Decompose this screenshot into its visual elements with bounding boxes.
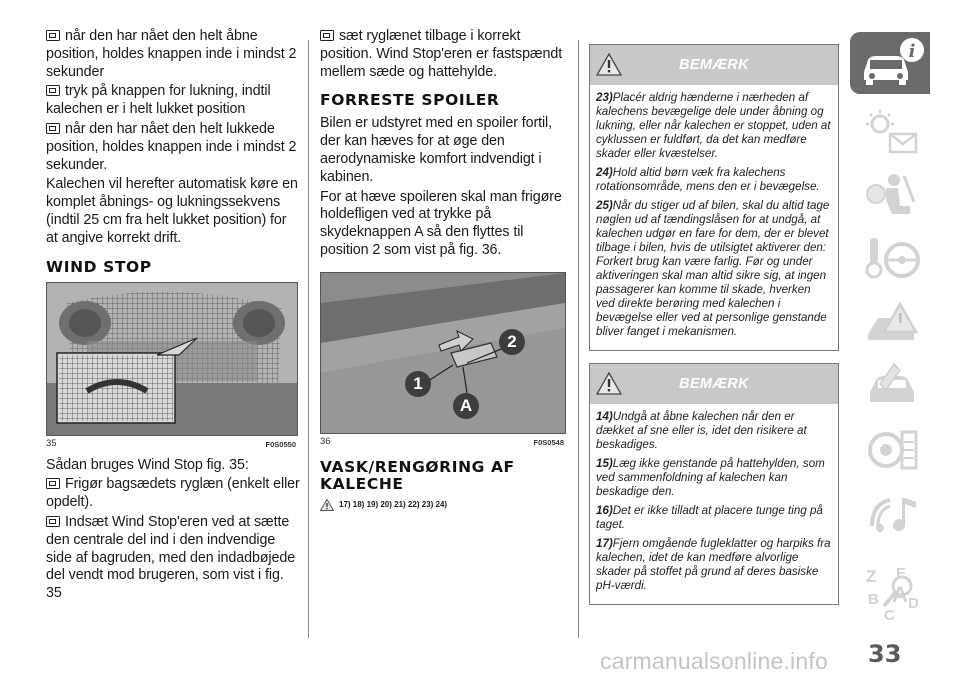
- page-number: 33: [868, 640, 902, 668]
- warning-triangle-icon: [320, 499, 334, 511]
- note-item: 16)Det er ikke tilladt at placere tunge ting på taget.: [596, 504, 823, 531]
- note-item: 23)Placér aldrig hænderne i nærheden af kalechens bevægelige dele under åbning og lukning, eller når kalechen er stoppet, uden at cyklussen er fuldført, da det kan medføre skader eller kvæstelser.: [596, 91, 831, 160]
- figure-35-caption: [46, 438, 296, 449]
- figure-36: [320, 272, 566, 434]
- note-box-1: [589, 44, 839, 351]
- note-title: BEMÆRK: [678, 376, 750, 392]
- warning-lights-icon[interactable]: [864, 110, 920, 158]
- note-item: 24)Hold altid børn væk fra kalechens rotationsområde, mens den er i bevægelse.: [596, 166, 820, 193]
- figure-number: 36: [320, 435, 331, 447]
- section-heading-wind-stop: WIND STOP: [46, 257, 152, 276]
- chapter-tab-active[interactable]: [850, 32, 930, 94]
- column-divider: [308, 40, 309, 638]
- key-steering-icon[interactable]: [864, 234, 920, 282]
- bullet-icon: [46, 85, 60, 96]
- callout-1: 1: [405, 371, 431, 397]
- bullet-item: sæt ryglænet tilbage i korrekt position. Wind Stop'eren er fastspændt mellem sæde og hattehylde.: [320, 28, 563, 80]
- note-header: [590, 364, 838, 404]
- chapter-sidebar: [850, 32, 930, 638]
- bullet-item: når den har nået den helt lukkede position, holdes knappen inde i mindst 2 sekunder.: [46, 120, 297, 173]
- figure-number: 35: [46, 437, 57, 449]
- bullet-item: tryk på knappen for lukning, indtil kalechen er i helt lukket position: [46, 83, 271, 118]
- index-letter: Z: [866, 567, 877, 586]
- note-body: [590, 85, 838, 350]
- bullet-icon: [320, 30, 334, 41]
- figure-code: F0S0550: [265, 439, 296, 449]
- note-item: 17)Fjern omgående fugleklatter og harpiks fra kalechen, idet de kan medføre alvorlige skader på stoffet på grund af deres basiske pH-værdi.: [596, 537, 831, 592]
- specs-icon[interactable]: [864, 426, 920, 474]
- paragraph: Bilen er udstyret med en spoiler fortil, der kan hæves for at øge den aerodynamiske komfort indvendigt i kabinen.: [320, 115, 553, 185]
- note-number: 16): [596, 504, 613, 517]
- bullet-item: Frigør bagsædets ryglæn (enkelt eller opdelt).: [46, 476, 300, 511]
- note-box-2: [589, 363, 839, 605]
- watermark: carmanualsonline.info: [600, 648, 828, 674]
- airbag-seat-icon[interactable]: [864, 172, 920, 220]
- column-2: [320, 28, 568, 511]
- section-heading-vask: VASK/RENGØRING AF KALECHE: [320, 457, 515, 493]
- paragraph: For at hæve spoileren skal man frigøre holdefligen ved at trykke på skydeknappen A så den flyttes til position 2 som vist på fig. 36.: [320, 188, 562, 258]
- spoiler-illustration: [321, 273, 565, 433]
- note-number: 15): [596, 457, 613, 470]
- index-letter: D: [908, 595, 919, 612]
- index-letter: E: [896, 565, 907, 582]
- road-emergency-icon[interactable]: [864, 298, 920, 346]
- section-heading-spoiler: FORRESTE SPOILER: [320, 91, 500, 110]
- note-number: 23): [596, 91, 613, 104]
- column-1: [46, 28, 300, 605]
- note-item: 25)Når du stiger ud af bilen, skal du altid tage nøglen ud af tændingslåsen for at undgå, at kalechen udgør en fare for dem, der er blevet tilbage i bilen, hvis de utilsigtet aktiverer den: Forkert brug kan være farlig. Før og under aktiveringen skal man altid sikre sig, at ingen passagerer kan komme til skade, hverken ved direkte berøring med kalechen i bevægelse eller ved at personlige genstande bliver fanget i mekanismen.: [596, 199, 830, 338]
- note-item: 14)Undgå at åbne kalechen når den er dækket af sne eller is, idet den risikere at beskadiges.: [596, 410, 807, 451]
- callout-2: 2: [499, 329, 525, 355]
- bullet-icon: [46, 123, 60, 134]
- warning-triangle-icon: [596, 372, 622, 395]
- figure-36-caption: [320, 436, 564, 447]
- note-body: [590, 404, 838, 604]
- index-letter: A: [892, 582, 908, 607]
- note-header: [590, 45, 838, 85]
- callout-a: A: [453, 393, 479, 419]
- note-number: 14): [596, 410, 613, 423]
- info-glyph: i: [908, 41, 916, 62]
- bullet-icon: [46, 516, 60, 527]
- multimedia-icon[interactable]: [864, 490, 920, 538]
- note-title: BEMÆRK: [678, 57, 750, 73]
- bullet-item: Indsæt Wind Stop'eren ved at sætte den centrale del ind i den indvendige side af bagruden, med den indadbøjede del vendt mod brugeren, som vist i fig. 35: [46, 513, 296, 602]
- bullet-item: når den har nået den helt åbne position, holdes knappen inde i mindst 2 sekunder: [46, 28, 297, 80]
- warning-triangle-icon: [596, 53, 622, 76]
- figure-code: F0S0548: [533, 437, 564, 447]
- note-number: 24): [596, 166, 613, 179]
- wind-stop-illustration: [47, 283, 297, 435]
- index-icon[interactable]: [864, 562, 920, 622]
- note-number: 25): [596, 199, 613, 212]
- paragraph: Sådan bruges Wind Stop fig. 35:: [46, 456, 249, 473]
- wrench-car-icon[interactable]: [864, 362, 920, 410]
- bullet-icon: [46, 478, 60, 489]
- bullet-icon: [46, 30, 60, 41]
- note-item: 15)Læg ikke genstande på hattehylden, som ved sammenfoldning af kalechen kan beskadige den.: [596, 457, 825, 498]
- note-number: 17): [596, 537, 613, 550]
- figure-35: [46, 282, 298, 436]
- column-3: [589, 44, 839, 617]
- column-divider: [578, 40, 579, 638]
- reference-list: 17) 18) 19) 20) 21) 22) 23) 24): [320, 499, 568, 511]
- paragraph: Kalechen vil herefter automatisk køre en komplet åbnings- og lukningssekvens (indtil 25 cm fra helt lukket position) for at angive korrekt drift.: [46, 176, 298, 246]
- car-info-icon: [850, 32, 930, 94]
- index-letter: B: [868, 591, 879, 608]
- index-letter: C: [884, 607, 895, 622]
